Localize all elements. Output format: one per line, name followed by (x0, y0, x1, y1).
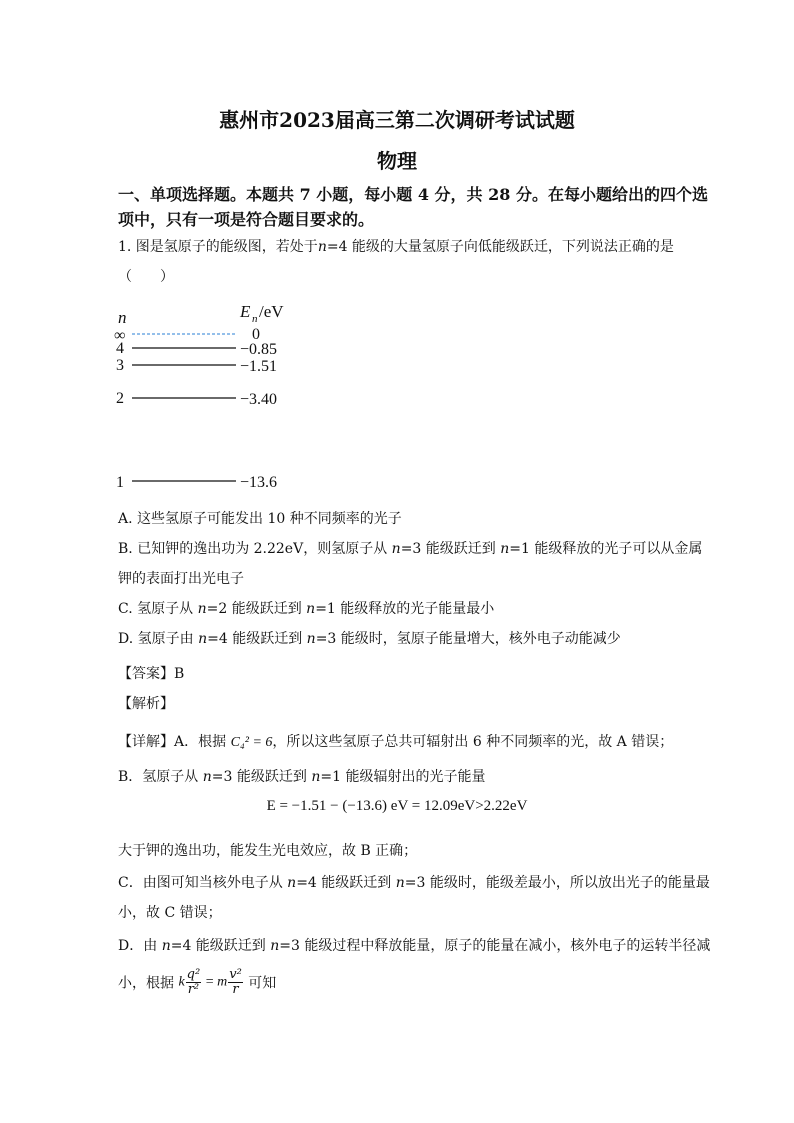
analysis-label: 【解析】 (118, 696, 174, 712)
coulomb-numerator: q² (186, 967, 201, 982)
level-inf-n: ∞ (114, 327, 126, 344)
question-stem-n: n (317, 239, 327, 255)
option-d (118, 628, 621, 648)
option-d-n1: n (198, 631, 208, 647)
equals-sign: = (202, 974, 218, 990)
option-b-n1: n (391, 541, 401, 557)
detail-b-line2: 大于钾的逸出功，能发生光电效应，故 B 正确； (118, 843, 418, 859)
level-4-energy: −0.85 (240, 341, 278, 358)
option-b-text-1: B. 已知钾的逸出功为 2.22eV，则氢原子从 (118, 541, 392, 557)
detail-d-text-2: =4 能级跃迁到 (170, 938, 271, 954)
question-stem-part1: 1. 图是氢原子的能级图，若处于 (118, 239, 318, 255)
level-1-energy: −13.6 (240, 474, 278, 491)
centripetal-fraction (228, 968, 243, 997)
detail-d-text-4: 小，根据 (118, 975, 179, 992)
level-1-n: 1 (116, 474, 124, 491)
option-c-n2: n (306, 601, 316, 617)
detail-b-text-2: =3 能级跃迁到 (211, 769, 312, 785)
detail-a-post: ，所以这些氢原子总共可辐射出 6 种不同频率的光，故 A 错误； (272, 734, 674, 750)
option-d-text-1: D. 氢原子由 (118, 631, 199, 647)
detail-c-line2: 小，故 C 错误； (118, 905, 222, 921)
detail-c-n2: n (395, 875, 405, 891)
level-2-n: 2 (116, 390, 124, 407)
question-stem (118, 236, 674, 256)
section-heading-line1: 一、单项选择题。本题共 7 小题，每小题 4 分，共 28 分。在每小题给出的四个选 (118, 185, 708, 204)
detail-c-text-3: =3 能级时，能级差最小，所以放出光子的能量最 (404, 875, 710, 891)
option-c-text-3: =1 能级释放的光子能量最小 (315, 601, 495, 617)
detail-c-line1 (118, 872, 710, 892)
detail-c-text-1: C．由图可知当核外电子从 (118, 875, 288, 891)
centripetal-denominator: r (232, 982, 239, 997)
option-c (118, 598, 494, 618)
detail-d-line2 (118, 968, 276, 997)
detail-a (118, 731, 673, 751)
answer-line (118, 663, 184, 683)
energy-axis-label-unit: /eV (259, 302, 284, 321)
level-2-energy: −3.40 (240, 391, 278, 408)
detail-c-n1: n (287, 875, 297, 891)
option-d-n2: n (306, 631, 316, 647)
option-a: A. 这些氢原子可能发出 10 种不同频率的光子 (118, 511, 402, 527)
section-heading-line2: 项中，只有一项是符合题目要求的。 (118, 210, 375, 229)
detail-b-n2: n (311, 769, 321, 785)
detail-b-n1: n (202, 769, 212, 785)
level-3-n: 3 (116, 357, 124, 374)
detail-b-text-3: =1 能级辐射出的光子能量 (320, 769, 486, 785)
answer-bracket: （ ） (118, 269, 174, 285)
question-stem-part2: =4 能级的大量氢原子向低能级跃迁，下列说法正确的是 (326, 239, 674, 255)
option-c-text-1: C. 氢原子从 (118, 601, 198, 617)
n-axis-label: n (118, 308, 127, 327)
detail-d-text-3: =3 能级过程中释放能量，原子的能量在减小，核外电子的运转半径减 (279, 938, 711, 954)
level-4-n: 4 (116, 340, 124, 357)
coulomb-denominator: r² (187, 982, 200, 997)
energy-axis-label-E: E (240, 302, 251, 321)
energy-equation: E = −1.51 − (−13.6) eV = 12.09eV>2.22eV (266, 798, 528, 814)
level-3-energy: −1.51 (240, 358, 278, 375)
centripetal-numerator: v² (229, 967, 242, 982)
answer-label: 【答案】 (118, 666, 174, 682)
option-b-text-3: =1 能级释放的光子可以从金属 (509, 541, 703, 557)
option-d-text-2: =4 能级跃迁到 (207, 631, 307, 647)
level-inf-energy: 0 (252, 326, 260, 343)
option-b-text-2: =3 能级跃迁到 (400, 541, 501, 557)
option-b-n2: n (500, 541, 510, 557)
coulomb-fraction (186, 968, 202, 997)
coulomb-k: k (178, 974, 185, 990)
detail-c-text-2: =4 能级跃迁到 (296, 875, 396, 891)
option-d-text-3: =3 能级时，氢原子能量增大，核外电子动能减少 (315, 631, 621, 647)
detail-b-text-1: B．氢原子从 (118, 769, 203, 785)
detail-d-text-1: D．由 (118, 938, 162, 954)
energy-level-diagram (110, 295, 310, 495)
option-b-line2: 钾的表面打出光电子 (118, 571, 244, 587)
page-title: 惠州市2023届高三第二次调研考试试题 (219, 108, 575, 132)
detail-a-pre: 【详解】A．根据 (118, 734, 231, 750)
combination-formula: C₄² = 6 (230, 735, 273, 750)
option-c-n1: n (197, 601, 207, 617)
detail-b-line1 (118, 766, 485, 786)
detail-d-n2: n (270, 938, 280, 954)
detail-d-text-5: 可知 (243, 975, 277, 992)
detail-d-n1: n (161, 938, 171, 954)
option-b-line1 (118, 538, 702, 558)
subject-title: 物理 (377, 149, 417, 173)
energy-axis-label-sub: n (252, 313, 258, 325)
detail-d-line1 (118, 935, 710, 955)
option-c-text-2: =2 能级跃迁到 (206, 601, 307, 617)
answer-value: B (174, 666, 185, 682)
mass-m: m (217, 974, 228, 990)
